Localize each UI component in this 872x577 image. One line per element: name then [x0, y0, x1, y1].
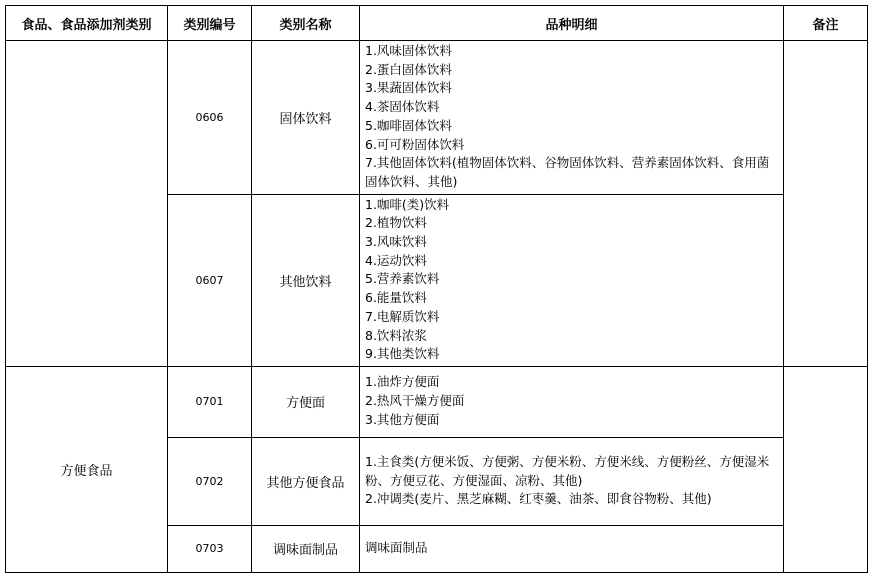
detail-item: 1.咖啡(类)饮料: [365, 196, 450, 212]
detail-item: 2.冲调类(麦片、黑芝麻糊、红枣羹、油茶、即食谷物粉、其他): [365, 491, 712, 507]
detail-item: 6.可可粉固体饮料: [365, 136, 465, 152]
detail-item: 4.运动饮料: [365, 252, 427, 268]
detail-item: 1.风味固体饮料: [365, 43, 452, 58]
code-cell: 0702: [168, 437, 252, 525]
detail-item: 2.植物饮料: [365, 215, 427, 231]
header-name: 类别名称: [252, 6, 360, 41]
food-category-table: [5, 5, 868, 573]
detail-item: 6.能量饮料: [365, 290, 427, 306]
detail-item: 5.咖啡固体饮料: [365, 117, 452, 133]
detail-item: 1.主食类(方便米饭、方便粥、方便米粉、方便米线、方便粉丝、方便湿米粉、方便豆花、方便湿面、凉粉、其他): [365, 453, 770, 488]
name-cell: 其他饮料: [252, 194, 360, 366]
detail-item: 2.热风干燥方便面: [365, 393, 465, 409]
notes-cell: [784, 41, 868, 367]
name-cell: 调味面制品: [252, 525, 360, 572]
header-category: 食品、食品添加剂类别: [6, 6, 168, 41]
detail-item: 9.其他类饮料: [365, 346, 440, 362]
details-cell: [360, 437, 784, 525]
category-cell: 方便食品: [6, 366, 168, 572]
detail-item: 3.果蔬固体饮料: [365, 80, 452, 96]
detail-item: 2.蛋白固体饮料: [365, 61, 452, 77]
detail-item: 8.饮料浓浆: [365, 327, 427, 343]
name-cell: 其他方便食品: [252, 437, 360, 525]
header-notes: 备注: [784, 6, 868, 41]
detail-item: 7.电解质饮料: [365, 308, 440, 324]
notes-cell: [784, 366, 868, 572]
detail-item: 7.其他固体饮料(植物固体饮料、谷物固体饮料、营养素固体饮料、食用菌固体饮料、其他): [365, 155, 770, 189]
table-row: [6, 366, 868, 437]
detail-item: 3.风味饮料: [365, 234, 427, 250]
details-cell: [360, 41, 784, 195]
name-cell: 方便面: [252, 366, 360, 437]
code-cell: 0607: [168, 194, 252, 366]
details-cell: [360, 366, 784, 437]
details-cell: [360, 525, 784, 572]
category-cell: [6, 41, 168, 367]
name-cell: 固体饮料: [252, 41, 360, 195]
code-cell: 0701: [168, 366, 252, 437]
detail-item: 3.其他方便面: [365, 411, 440, 427]
code-cell: 0703: [168, 525, 252, 572]
detail-item: 5.营养素饮料: [365, 271, 440, 287]
detail-item: 4.茶固体饮料: [365, 99, 440, 115]
detail-item: 1.油炸方便面: [365, 374, 440, 390]
header-row: [6, 6, 868, 41]
detail-item: 调味面制品: [365, 540, 428, 556]
food-category-sheet: [5, 5, 867, 572]
table-row: [6, 41, 868, 195]
header-details: 品种明细: [360, 6, 784, 41]
header-code: 类别编号: [168, 6, 252, 41]
code-cell: 0606: [168, 41, 252, 195]
details-cell: [360, 194, 784, 366]
